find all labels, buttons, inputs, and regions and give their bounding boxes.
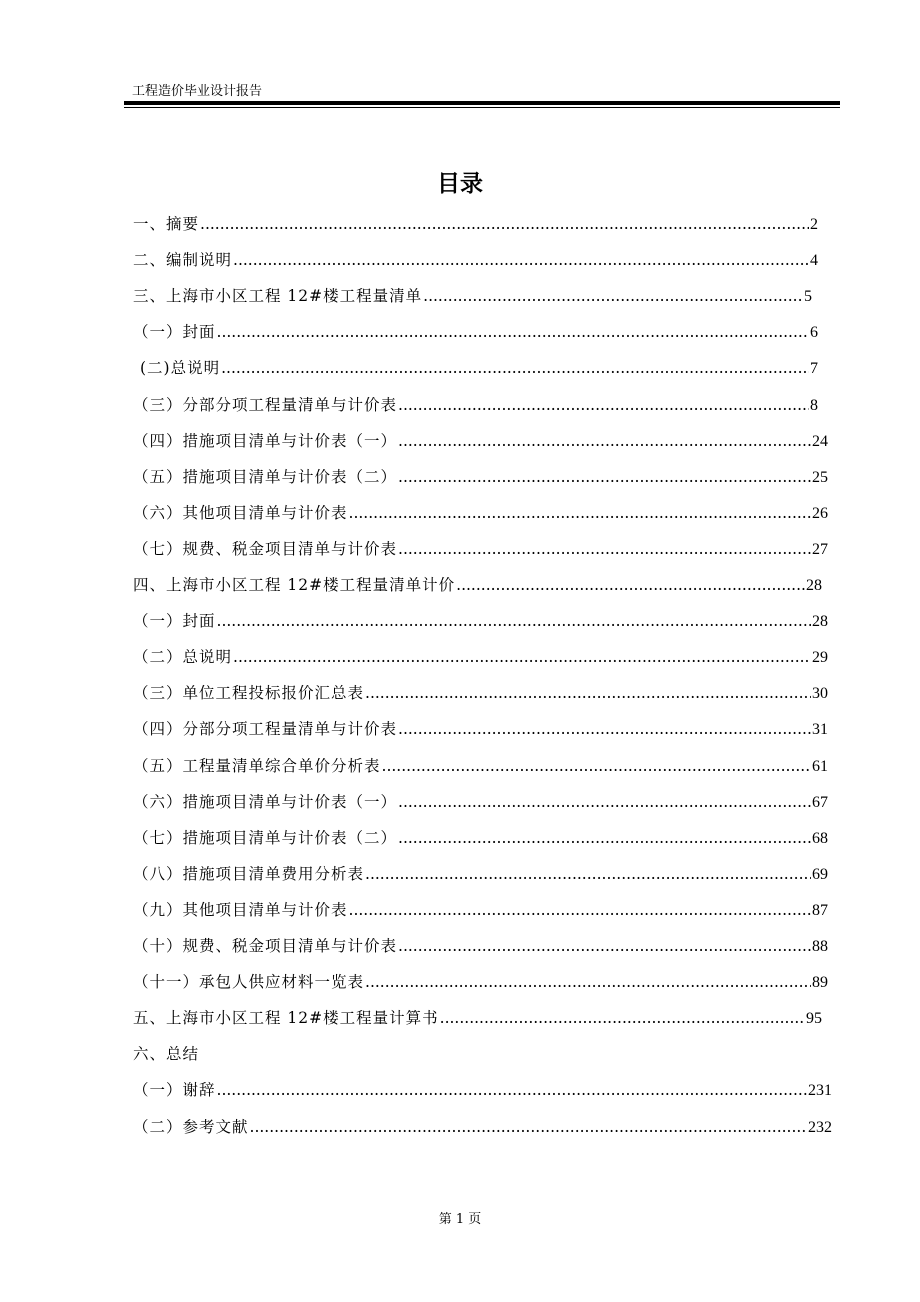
toc-entry-page: 25 [812, 469, 828, 486]
toc-entry-label: （九）其他项目清单与计价表 [133, 901, 348, 919]
toc-entry [133, 970, 828, 994]
toc-leader-dots [423, 287, 803, 305]
toc-entry-label: （二）参考文献 [133, 1118, 249, 1136]
toc-entry [133, 429, 828, 453]
toc-entry [133, 1115, 832, 1139]
toc-leader-dots [200, 215, 809, 233]
toc-entry-page: 87 [812, 902, 828, 919]
toc-entry [133, 790, 828, 814]
toc-leader-dots [398, 793, 811, 811]
toc-leader-dots [365, 973, 811, 991]
toc-entry-page: 26 [812, 505, 828, 522]
toc-leader-dots [217, 1081, 807, 1099]
toc-entry-page: 30 [812, 685, 828, 702]
toc-leader-dots [221, 359, 809, 377]
toc-entry-label: 六、总结 [133, 1045, 200, 1063]
toc-leader-dots [398, 396, 809, 414]
toc-entry [133, 826, 828, 850]
toc-entry-label: （二）总说明 [133, 648, 233, 666]
toc-entry-label: （一）谢辞 [133, 1081, 216, 1099]
toc-entry-label: 一、摘要 [133, 215, 200, 233]
toc-leader-dots [398, 720, 811, 738]
toc-entry-label: （八）措施项目清单费用分析表 [133, 865, 365, 883]
toc-leader-dots [440, 1009, 805, 1027]
running-header: 工程造价毕业设计报告 [132, 84, 263, 99]
toc-entry-label: （六）其他项目清单与计价表 [133, 504, 348, 522]
toc-leader-dots [349, 901, 811, 919]
toc-entry [133, 248, 818, 272]
toc-entry-page: 28 [812, 613, 828, 630]
toc-entry-label: 三、上海市小区工程 12#楼工程量清单 [133, 287, 423, 305]
toc-entry [133, 681, 828, 705]
toc-entry-page: 8 [810, 397, 818, 414]
toc-leader-dots [398, 829, 811, 847]
toc-entry [133, 754, 828, 778]
toc-entry-page: 7 [810, 360, 818, 377]
toc-leader-dots [233, 251, 809, 269]
toc-leader-dots [398, 937, 811, 955]
toc-entry-page: 232 [808, 1119, 832, 1136]
toc-entry-page: 28 [806, 577, 822, 594]
toc-entry-label: （七）规费、税金项目清单与计价表 [133, 540, 398, 558]
toc-entry [133, 573, 822, 597]
toc-leader-dots [250, 1118, 807, 1136]
toc-entry-label: 二、编制说明 [133, 251, 233, 269]
toc-entry-label: （十一）承包人供应材料一览表 [133, 973, 365, 991]
toc-leader-dots [365, 865, 811, 883]
toc-entry-label: （四）措施项目清单与计价表（一） [133, 432, 398, 450]
toc-entry-page: 61 [812, 758, 828, 775]
toc-entry [133, 645, 828, 669]
toc-leader-dots [382, 757, 811, 775]
toc-leader-dots [365, 684, 811, 702]
toc-leader-dots [349, 504, 811, 522]
toc-entry-label: （十）规费、税金项目清单与计价表 [133, 937, 398, 955]
toc-leader-dots [217, 612, 811, 630]
toc-entry [133, 537, 828, 561]
toc-entry-label: （六）措施项目清单与计价表（一） [133, 793, 398, 811]
toc-leader-dots [398, 432, 811, 450]
toc-entry [133, 1042, 199, 1066]
toc-entry-page: 89 [812, 974, 828, 991]
toc-entry-page: 67 [812, 794, 828, 811]
toc-leader-dots [217, 323, 809, 341]
toc-entry [133, 1078, 832, 1102]
toc-entry-page: 88 [812, 938, 828, 955]
toc-entry-page: 2 [810, 216, 818, 233]
toc-entry-page: 6 [810, 324, 818, 341]
toc-entry-page: 31 [812, 721, 828, 738]
toc-entry [133, 717, 828, 741]
toc-entry-page: 4 [810, 252, 818, 269]
toc-entry [133, 934, 828, 958]
toc-entry [133, 284, 812, 308]
toc-entry-page: 5 [804, 288, 812, 305]
toc-entry [133, 393, 818, 417]
toc-leader-dots [398, 540, 811, 558]
toc-entry [133, 1006, 822, 1030]
toc-entry [133, 320, 818, 344]
toc-entry-label: （五）工程量清单综合单价分析表 [133, 757, 381, 775]
toc-entry [133, 465, 828, 489]
toc-entry-label: （三）单位工程投标报价汇总表 [133, 684, 365, 702]
toc-entry-page: 231 [808, 1082, 832, 1099]
toc-leader-dots [233, 648, 811, 666]
toc-leader-dots [456, 576, 805, 594]
toc-entry-label: （四）分部分项工程量清单与计价表 [133, 720, 398, 738]
toc-entry [133, 212, 818, 236]
toc-entry-page: 24 [812, 433, 828, 450]
toc-entry [133, 501, 828, 525]
toc-entry-page: 29 [812, 649, 828, 666]
toc-entry-label: (二)总说明 [140, 359, 221, 377]
toc-entry [133, 898, 828, 922]
toc-entry-page: 68 [812, 830, 828, 847]
toc-entry-label: （一）封面 [133, 323, 216, 341]
toc-entry [140, 356, 818, 380]
toc-entry-label: （七）措施项目清单与计价表（二） [133, 829, 398, 847]
toc-entry-label: （三）分部分项工程量清单与计价表 [133, 396, 398, 414]
toc-entry [133, 609, 828, 633]
toc-title: 目录 [437, 171, 483, 197]
toc-entry-page: 69 [812, 866, 828, 883]
toc-entry-label: 五、上海市小区工程 12#楼工程量计算书 [133, 1009, 439, 1027]
toc-entry-label: 四、上海市小区工程 12#楼工程量清单计价 [133, 576, 456, 594]
toc-entry [133, 862, 828, 886]
toc-entry-label: （五）措施项目清单与计价表（二） [133, 468, 398, 486]
toc-entry-label: （一）封面 [133, 612, 216, 630]
toc-entry-page: 27 [812, 541, 828, 558]
page-number: 第 1 页 [438, 1212, 482, 1227]
toc-leader-dots [398, 468, 811, 486]
toc-entry-page: 95 [806, 1010, 822, 1027]
